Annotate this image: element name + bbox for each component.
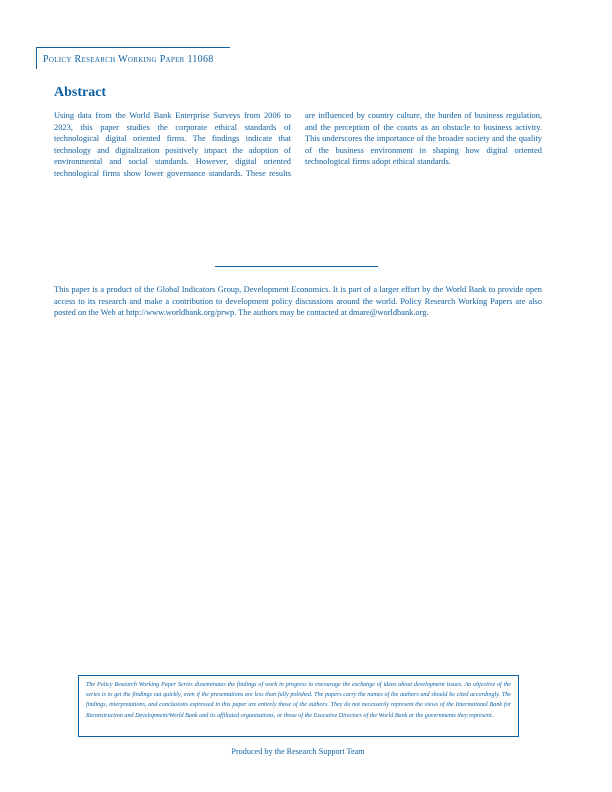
abstract-heading: Abstract — [54, 85, 107, 100]
product-note: This paper is a product of the Global Indicators Group, Development Economics. It is part of a larger effort by the World Bank to provide open access to its research and make a contribution to development policy discussions around the world. Policy Research Working Papers are also posted on the Web at http://www.worldbank.org/prwp. The authors may be contacted at dmare@worldbank.org. — [54, 285, 542, 318]
abstract-body: Using data from the World Bank Enterprise Surveys from 2006 to 2023, this paper studies the corporate ethical standards of technological digital oriented firms. The findings indicate that technology and digitalization positively impact the adoption of environmental and social standards. However, digital oriented technological firms show lower governance standards. These results are influenced by country culture, the burden of business regulation, and the perception of the courts as an obstacle to business activity. This underscores the importance of the broader society and the quality of the business environment in shaping how digital oriented technological firms adopt ethical standards. — [54, 111, 542, 178]
series-label: Policy Research Working Paper 11068 — [36, 47, 230, 69]
section-divider — [215, 266, 378, 267]
produced-by-footer: Produced by the Research Support Team — [231, 747, 365, 756]
disclaimer-box: The Policy Research Working Paper Series disseminates the findings of work in progress to encourage the exchange of ideas about development issues. An objective of the series is to get the findings out quickly, even if the presentations are less than fully polished. The papers carry the names of the authors and should be cited accordingly. The findings, interpretations, and conclusions expressed in this paper are entirely those of the authors. They do not necessarily represent the views of the International Bank for Reconstruction and Development/World Bank and its affiliated organizations, or those of the Executive Directors of the World Bank or the governments they represent. — [78, 675, 519, 737]
